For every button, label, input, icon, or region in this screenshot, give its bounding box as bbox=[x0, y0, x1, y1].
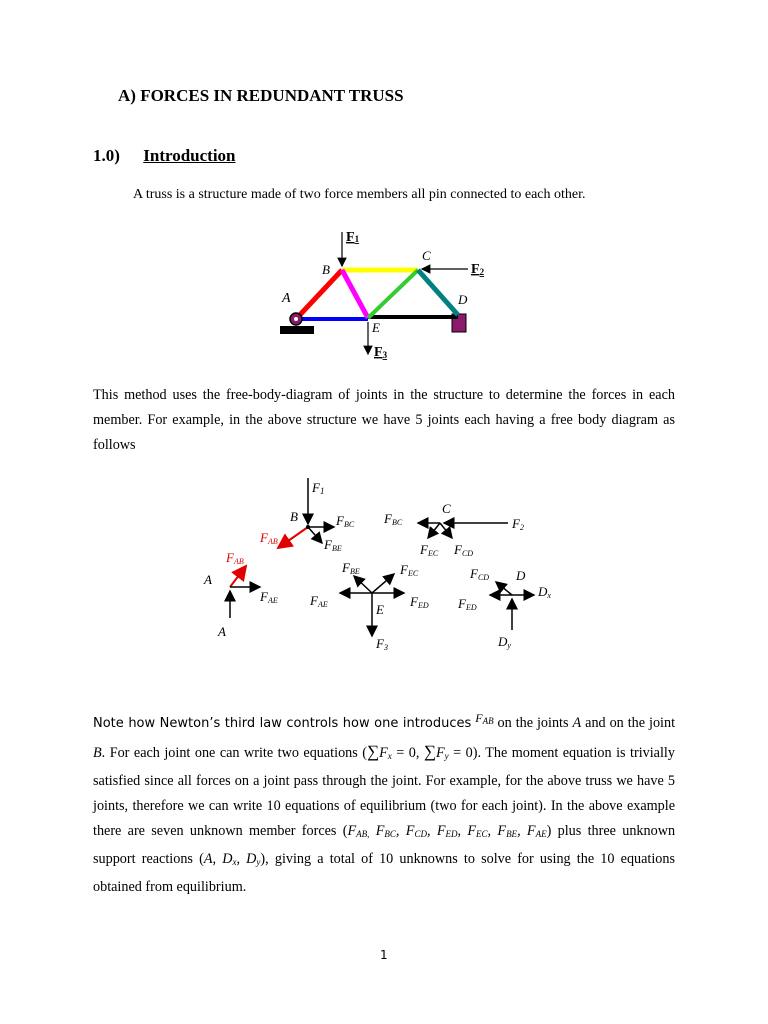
svg-text:D: D bbox=[516, 568, 526, 583]
reactions-intro-text: ) plus three unknown support reactions ( bbox=[93, 823, 676, 867]
svg-text:FBC: FBC bbox=[336, 513, 355, 529]
svg-text:FAB: FAB bbox=[226, 550, 244, 566]
fig1-label-E: E bbox=[372, 320, 380, 335]
note-newton-text: Note how Newton’s third law controls how one introduces bbox=[93, 716, 472, 731]
svg-text:F1: F1 bbox=[312, 480, 325, 496]
svg-text:FAE: FAE bbox=[310, 593, 328, 609]
svg-text:FAB: FAB bbox=[260, 530, 278, 546]
member-BE bbox=[342, 270, 368, 318]
svg-text:FBC: FBC bbox=[384, 511, 403, 527]
equilibrium-equations: $\sum F_x = 0$, $\sum F_y = 0$ bbox=[366, 742, 473, 761]
svg-text:E: E bbox=[376, 602, 384, 617]
eq-intro-text: . For each joint one can write two equations ( bbox=[101, 745, 367, 761]
svg-text:C: C bbox=[442, 501, 451, 516]
member-AB bbox=[296, 270, 342, 319]
svg-text:F2: F2 bbox=[512, 516, 524, 532]
svg-text:FBE: FBE bbox=[324, 537, 342, 553]
fab-symbol: FAB bbox=[475, 711, 494, 726]
conclusion-text: ), giving a total of 10 unknowns to solve for using the 10 equations obtained from equilibrium. bbox=[93, 851, 676, 895]
paragraph-method: This method uses the free-body-diagram of joints in the structure to determine the forces in each member. For example, in the above structure we have 5 joints each having a free body diagram as follows bbox=[93, 387, 675, 453]
page-number: 1 bbox=[380, 948, 388, 962]
intro-sentence: A truss is a structure made of two force members all pin connected to each other. bbox=[133, 187, 586, 202]
svg-text:FAE: FAE bbox=[260, 589, 278, 605]
subsection-title: Introduction bbox=[143, 146, 236, 165]
fig1-label-B: B bbox=[322, 262, 330, 277]
pin-support-base bbox=[280, 326, 314, 334]
fbd-joint-D bbox=[457, 566, 551, 650]
member-EC bbox=[368, 270, 418, 318]
subsection-heading bbox=[93, 146, 236, 166]
truss-figure bbox=[270, 222, 500, 362]
svg-text:FEC: FEC bbox=[400, 562, 419, 578]
reactions-list: A, $D_x$, $D_y$ bbox=[203, 851, 261, 867]
svg-text:B: B bbox=[290, 509, 298, 524]
subsection-number: 1.0) bbox=[93, 146, 120, 165]
fig1-label-C: C bbox=[422, 248, 431, 263]
moment-text: ). The moment equation is trivially satisfied since all forces on a joint pass through the joint. For example, for the above truss we have 5 joints, therefore we can write 10 equations of equilibrium (two for each joint). In the above example there are seven unknown member forces ( bbox=[93, 745, 675, 839]
fig1-label-F3: F3 bbox=[374, 345, 388, 360]
fig1-label-F1: F1 bbox=[346, 230, 360, 245]
paragraph-equilibrium bbox=[93, 711, 675, 900]
svg-text:Dy: Dy bbox=[498, 634, 511, 650]
member-CD bbox=[418, 270, 458, 315]
svg-text:F3: F3 bbox=[376, 636, 388, 652]
fbd-joint-C bbox=[383, 501, 524, 558]
fbd-joint-A bbox=[203, 550, 278, 639]
svg-text:A: A bbox=[204, 572, 212, 587]
svg-text:Dx: Dx bbox=[538, 584, 551, 600]
and-joint-text: and on the joint bbox=[585, 715, 676, 731]
svg-text:FBE: FBE bbox=[342, 560, 360, 576]
fbd-joint-E bbox=[309, 560, 429, 652]
fig1-label-D: D bbox=[458, 292, 468, 307]
fig1-label-A: A bbox=[282, 291, 291, 306]
note-mid-text: on the joints bbox=[497, 715, 569, 731]
fbd-joint-B bbox=[259, 478, 355, 553]
joint-A-ref: A bbox=[572, 715, 582, 731]
fbd-figure bbox=[196, 470, 566, 660]
joint-A-dot bbox=[294, 317, 298, 321]
svg-text:FED: FED bbox=[458, 596, 477, 612]
unknown-forces-list: $F_{AB,}$ $F_{BC}$, $F_{CD}$, $F_{ED}$, $F_{EC}$, $F_{BE}$, $F_{AE}$ bbox=[347, 823, 547, 839]
svg-text:FEC: FEC bbox=[420, 542, 439, 558]
svg-text:FCD: FCD bbox=[470, 566, 490, 582]
svg-text:FCD: FCD bbox=[454, 542, 474, 558]
fig1-label-F2: F2 bbox=[471, 262, 485, 277]
svg-text:A: A bbox=[218, 624, 226, 639]
svg-text:FED: FED bbox=[410, 594, 429, 610]
section-heading: A) FORCES IN REDUNDANT TRUSS bbox=[118, 86, 404, 105]
joint-B-ref: B bbox=[93, 745, 102, 761]
